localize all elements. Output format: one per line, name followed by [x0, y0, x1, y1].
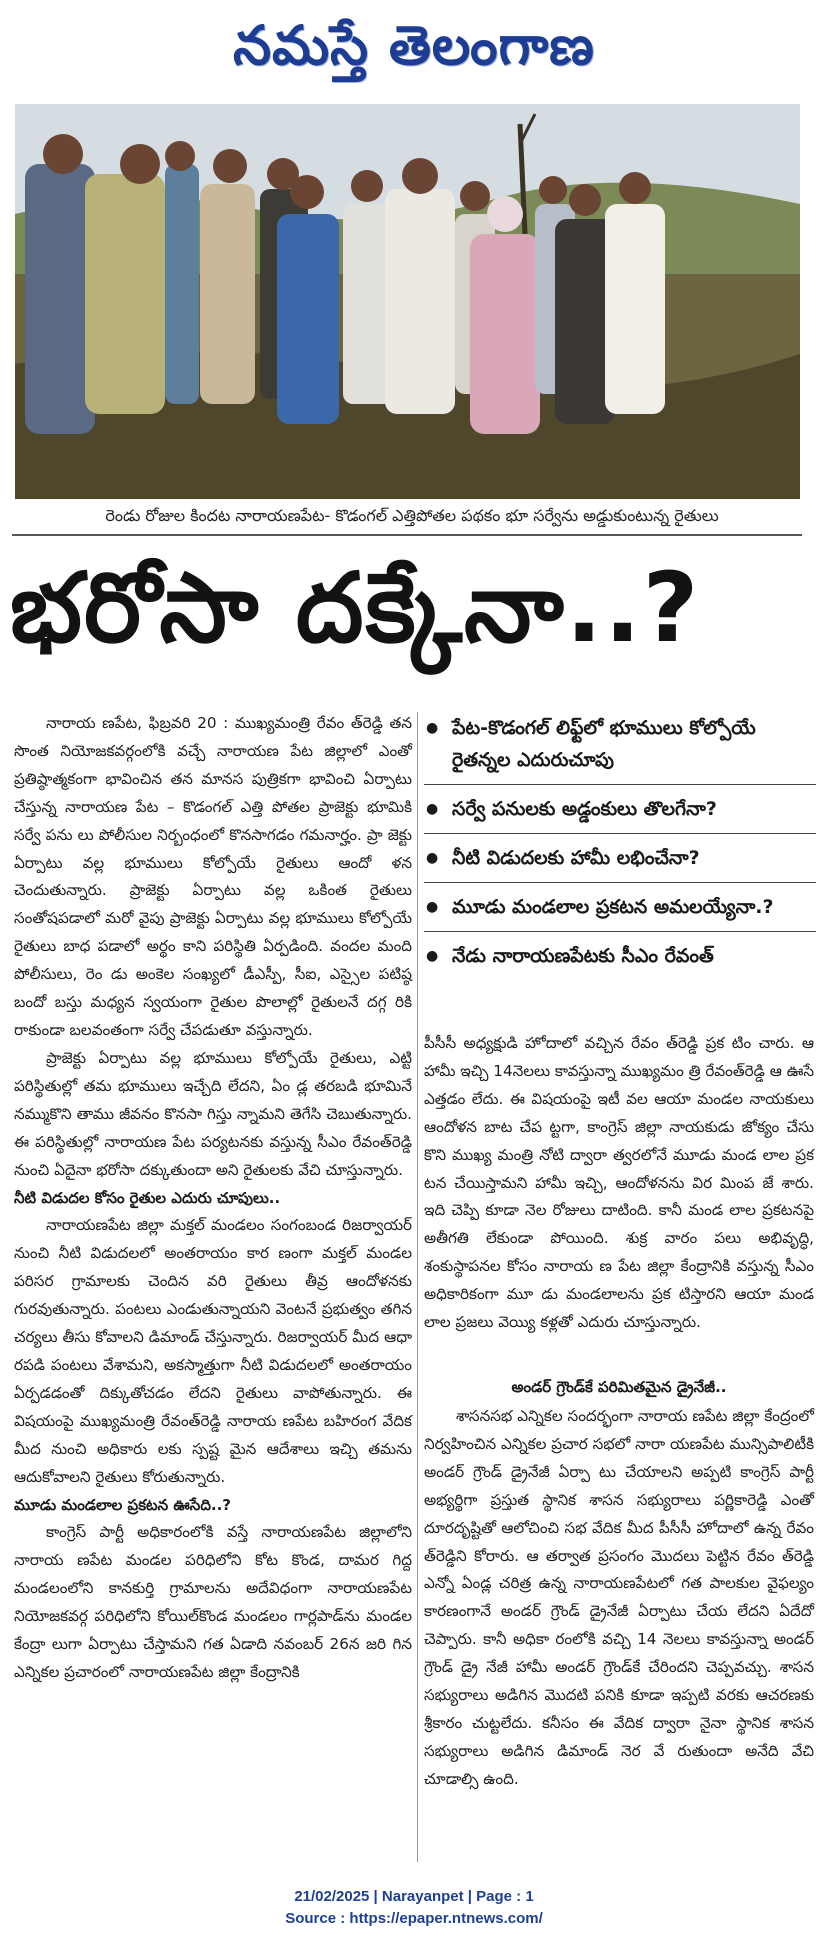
article-paragraph: కాంగ్రెస్ పార్టీ అధికారంలోకి వస్తే నారాయణపేట జిల్లాలోని నారాయ ణపేట మండల పరిధిలోని కోట కొండ, దామర గిద్ద మండలంలోని కానకుర్తి గ్రామాలను అదేవిధంగా నారాయణపేట నియోజకవర్గ పరిధిలోని కోయిల్‌కొండ మండలం గార్లపాడ్‌ను మండల కేంద్రా లుగా ఏర్పాటు చేస్తామని గత ఏడాది నవంబర్ 26న జరి గిన ఎన్నికల ప్రచారంలో నారాయణపేట జిల్లా కేంద్రానికి	[14, 1523, 412, 1681]
article-paragraph: శాసనసభ ఎన్నికల సందర్భంగా నారాయ ణపేట జిల్లా కేంద్రంలో నిర్వహించిన ఎన్నికల ప్రచార సభలో నారా యణపేట మున్సిపాలిటీకి అండర్ గ్రౌండ్ డ్రైనేజీ ఏర్పా టు చేయాలని అప్పటి కాంగ్రెస్ పార్టీ అభ్యర్థిగా ప్రస్తుత స్థానిక శాసన సభ్యురాలు పర్ణికారెడ్డి ఎంతో దూరదృష్టితో ఆలోచించి సభ వేదిక మీద పీసీసీ హోదాలో ఉన్న రేవం త్‌రెడ్డిని కోరారు. ఆ తర్వాత ప్రసంగం మొదలు పెట్టిన రేవం త్‌రెడ్డి ఎన్నో ఏండ్ల చరిత్ర ఉన్న నారాయణపేటలో గత పాలకుల వైఫల్యం కారణంగానే అండర్ గ్రౌండ్ డ్రైనేజీ ఏర్పాటు చేయ లేదని ఏదేదో చెప్పారు. కానీ అధికా రంలోకి వచ్చి 14 నెలలు కావస్తున్నా అండర్ గ్రౌండ్ డ్రై నేజీ హామీ అండర్ గ్రౌండ్‌కే చేరిందని చెప్పవచ్చు. శాసన సభ్యురాలు అడిగిన మొదటి పనికి కూడా ఇప్పటి వరకు ఆచరణకు శ్రీకారం చుట్టలేదు. కనీసం ఈ వేదిక ద్వారా నైనా స్థానిక శాసన సభ్యురాలు అడిగిన డిమాండ్ నెర వే రుతుందా అనేది వేచి చూడాల్సి ఉంది.	[424, 1407, 814, 1788]
article-paragraph: నారాయణపేట జిల్లా మక్తల్ మండలం సంగంబండ రిజర్వాయర్ నుంచి నీటి విడుదలలో అంతరాయం కార ణంగా మక్తల్ మండల పరిసర గ్రామాలకు చెందిన వరి రైతులు తీవ్ర ఆందోళనకు గురవుతున్నారు. పంటలు ఎండుతున్నాయని వెంటనే ప్రభుత్వం తగిన చర్యలు తీసు కోవాలని డిమాండ్ చేస్తున్నారు. రిజర్వాయర్ మీద ఆధా రపడి పంటలు వేశామని, అకస్మాత్తుగా నీటి విడుదలలో అంతరాయం ఏర్పడడంతో దిక్కుతోచడం లేదని రైతులు వాపోతున్నారు. ఈ విషయంపై ముఖ్యమంత్రి రేవంత్‌రెడ్డి నారాయ ణపేట బహిరంగ వేదిక మీద నుంచి అధికారు లకు స్పష్ట మైన ఆదేశాలు ఇచ్చి తమను ఆదుకోవాలని రైతులు కోరుతున్నారు.	[14, 1216, 412, 1486]
photo-caption: రెండు రోజుల కిందట నారాయణపేట- కొడంగల్ ఎత్తిపోతల పథకం భూ సర్వేను అడ్డుకుంటున్న రైతులు	[105, 506, 719, 525]
farmers-field-photo	[15, 104, 800, 499]
article-paragraph: పీసీసీ అధ్యక్షుడి హోదాలో వచ్చిన రేవం త్‌రెడ్డి ప్రక టిం చారు. ఆ హామీ ఇచ్చి 14నెలలు కావస్తున్నా ముఖ్యమం త్రి రేవంత్‌రెడ్డి ఆ ఊసే ఎత్తడం లేదు. ఈ విషయంపై ఇటీ వల ఆయా మండల నాయకులు ఆందోళన బాట చేప ట్టగా, కాంగ్రెస్ జిల్లా నాయకుడు జోక్యం చేసు కొని ముఖ్య మంత్రి నోటి ద్వారా త్వరలోనే మూడు మండ లాల ప్రక టన చేయిస్తామని హామీ ఇచ్చి, ఆందోళనను విర మింప జే శారు. ఇది చెప్పి కూడా నెల రోజులు దాటింది. కానీ మండ లాల ప్రకటనపై అతీగతి లేకుండా పోయింది. శుక్ర వారం పలు అభివృద్ధి, శంకుస్థాపనల కోసం నారాయ ణ పేట జిల్లా కేంద్రానికి వస్తున్న సీఎం అధికారికంగా మూ డు మండలాలను ప్రక టిస్తారని ఆయా మండ లాల ప్రజలు వెయ్యి కళ్లతో ఎదురు చూస్తున్నారు.	[424, 1034, 814, 1332]
bullet-item: ● మూడు మండలాల ప్రకటన అమలయ్యేనా.?	[424, 891, 816, 932]
headline: భరోసా దక్కేనా..?	[10, 552, 701, 664]
section-subhead: నీటి విడుదల కోసం రైతుల ఎదురు చూపులు..	[14, 1189, 281, 1208]
section-subhead: మూడు మండలాల ప్రకటన ఊసేది..?	[14, 1496, 232, 1515]
footer-date-line: 21/02/2025 | Narayanpet | Page : 1	[294, 1888, 534, 1905]
article-paragraph: ప్రాజెక్టు ఏర్పాటు వల్ల భూములు కోల్పోయే రైతులు, ఎట్టి పరిస్థితుల్లో తమ భూములు ఇచ్చేది లేదని, ఏం డ్ల తరబడి భూమినే నమ్ముకొని తాము జీవనం కొనసా గిస్తు న్నామని తెగేసి చెబుతున్నారు. ఈ పరిస్థితుల్లో నారాయణ పేట పర్యటనకు వస్తున్న సీఎం రేవంత్‌రెడ్డి నుంచి ఏదైనా భరోసా దక్కుతుందా అని రైతులకు వేచి చూస్తున్నారు.	[14, 1048, 412, 1179]
section-subhead: అండర్ గ్రౌండ్‌కే పరిమితమైన డ్రైనేజీ..	[511, 1378, 727, 1396]
bullet-item: ● సర్వే పనులకు అడ్డంకులు తొలగేనా?	[424, 793, 816, 834]
bullet-item: ● పేట-కొడంగల్ లిఫ్ట్‌లో భూములు కోల్పోయే రైతన్నల ఎదురుచూపు	[424, 712, 816, 785]
column-divider	[417, 712, 418, 1862]
article-paragraph: నారాయ ణపేట, ఫిబ్రవరి 20 : ముఖ్యమంత్రి రేవం త్‌రెడ్డి తన సొంత నియోజకవర్గంలోకి వచ్చే నారాయణ పేట జిల్లాలో ఎంతో ప్రతిష్ఠాత్మకంగా భావించిన తన మానస పుత్రికగా భావించి ఏర్పాటు చేస్తున్న నారాయణ పేట – కొడంగల్ ఎత్తి పోతల ప్రాజెక్టు భూమికి సర్వే పను లు పోలీసుల నిర్బంధంలో కొనసాగడం గమనార్హం. ప్రా జెక్టు ఏర్పాటు వల్ల భూములు కోల్పోయే రైతులు ఆందో ళన చెందుతున్నారు. ప్రాజెక్టు ఏర్పాటు వల్ల ఒకింత రైతులు సంతోషపడాలో మరో వైపు ప్రాజెక్టు ఏర్పాటు వల్ల భూములు కోల్పోయే రైతులు బాధ పడాలో అర్థం కాని పరిస్థితి ఏర్పడింది. వందల మంది పోలీసులు, రెం డు అంకెల సంఖ్యలో డీఎస్పీ, సీఐ, ఎస్సైల పటిష్ఠ బందో బస్తు మధ్యన స్వయంగా రైతుల పొలాల్లో రైతులనే దగ్గ రికి రాకుండా బలవంతంగా సర్వే చేపడుతూ వస్తున్నారు.	[14, 714, 412, 1039]
article-right-column-top	[424, 1030, 814, 1337]
highlight-bullets	[424, 712, 816, 988]
article-left-column	[14, 710, 412, 1687]
news-photo	[15, 104, 800, 499]
masthead-logo: నమస్తే తెలంగాణ	[233, 13, 595, 77]
bullet-item: ● నేడు నారాయణపేటకు సీఎం రేవంత్	[424, 940, 816, 980]
article-right-column-bottom	[424, 1403, 814, 1794]
footer-source-link[interactable]: Source : https://epaper.ntnews.com/	[285, 1910, 543, 1927]
caption-divider	[12, 534, 802, 536]
bullet-item: ● నీటి విడుదలకు హామీ లభించేనా?	[424, 842, 816, 883]
